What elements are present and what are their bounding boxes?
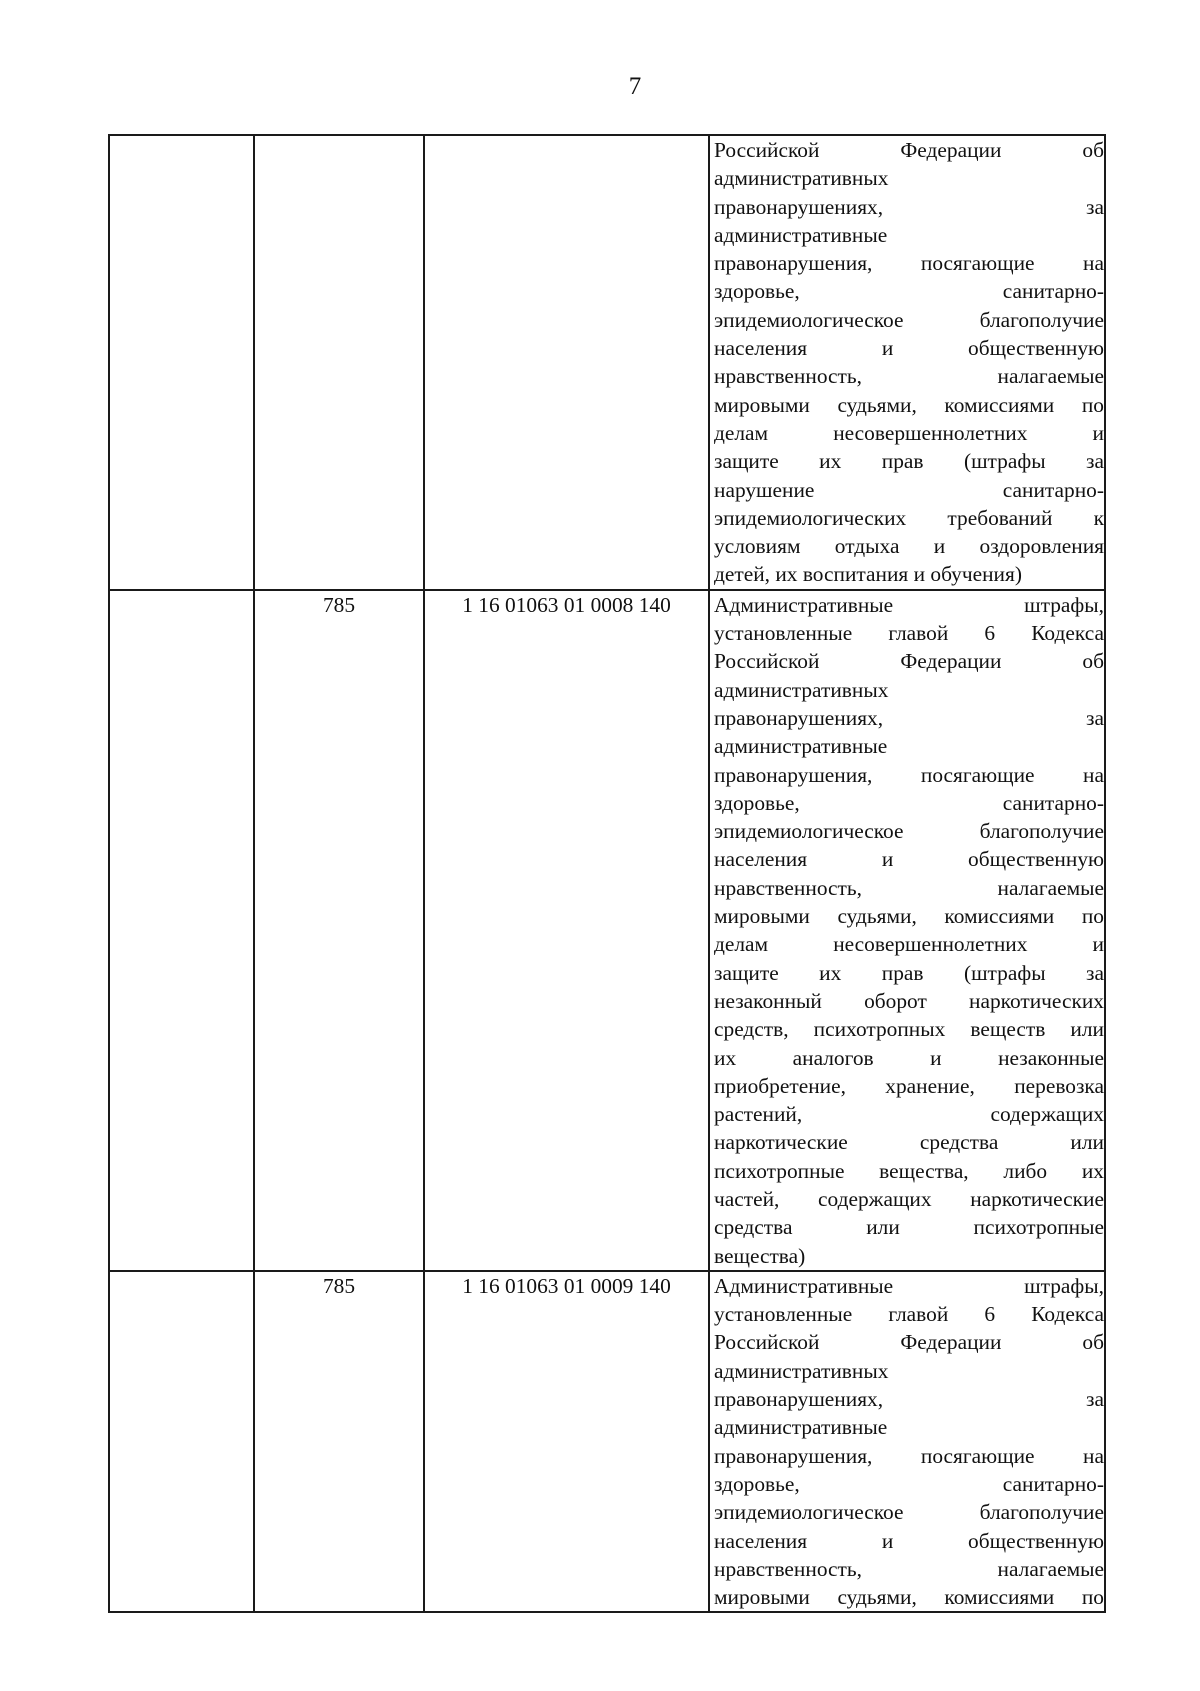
description-line: мировыми судьями, комиссиями по [714,904,1104,929]
description-line: психотропные вещества, либо их [714,1158,1104,1183]
description-line: правонарушениях, за [714,705,1104,730]
description-cell [709,135,1105,590]
description-line: установленные главой 6 Кодекса [714,621,1104,646]
description-line: средств, психотропных веществ или [714,1017,1104,1042]
description-line: мировыми судьями, комиссиями по [714,392,1104,417]
description-line: Административные штрафы, [714,592,1104,617]
description-line: правонарушениях, за [714,194,1104,219]
page-number: 7 [628,73,642,100]
description-line: нарушение санитарно- [714,477,1104,502]
description-line: правонарушения, посягающие на [714,251,1104,276]
description-line: делам несовершеннолетних и [714,420,1104,445]
description-line: здоровье, санитарно- [714,1471,1104,1496]
description-line: эпидемиологическое благополучие [714,819,1104,844]
description-line: Административные штрафы, [714,1273,1104,1298]
table-row [109,1271,1105,1613]
description-line: правонарушения, посягающие на [714,762,1104,787]
description-line: нравственность, налагаемые [714,1556,1104,1581]
budget-code-cell: 1 16 01063 01 0009 140 [424,1271,709,1613]
description-line: Российской Федерации об [714,649,1104,674]
description-line: населения и общественную [714,847,1104,872]
description-line: эпидемиологических требований к [714,505,1104,530]
description-cell [709,1271,1105,1613]
description-line: делам несовершеннолетних и [714,932,1104,957]
blank-cell [109,590,254,1271]
description-line: установленные главой 6 Кодекса [714,1302,1104,1327]
description-line: частей, содержащих наркотические [714,1186,1104,1211]
chapter-code-cell [254,135,424,590]
description-line: защите их прав (штрафы за [714,449,1104,474]
budget-code-cell [424,135,709,590]
description-line: мировыми судьями, комиссиями по [714,1585,1104,1610]
description-line: административных [714,677,889,702]
description-line: незаконный оборот наркотических [714,988,1104,1013]
description-line: защите их прав (штрафы за [714,960,1104,985]
description-line: нравственность, налагаемые [714,875,1104,900]
blank-cell [109,1271,254,1613]
description-line: правонарушения, посягающие на [714,1443,1104,1468]
description-line: эпидемиологическое благополучие [714,307,1104,332]
description-line: приобретение, хранение, перевозка [714,1073,1104,1098]
budget-code-cell: 1 16 01063 01 0008 140 [424,590,709,1271]
description-line: административные [714,1415,888,1440]
description-line: Российской Федерации об [714,1330,1104,1355]
description-line: растений, содержащих [714,1102,1104,1127]
description-line: эпидемиологическое благополучие [714,1500,1104,1525]
description-line: административных [714,166,889,191]
description-line: Российской Федерации об [714,138,1104,162]
description-cell [709,590,1105,1271]
description-line: административные [714,734,888,759]
table-row [109,590,1105,1271]
chapter-code-cell: 785 [254,590,424,1271]
description-line: их аналогов и незаконные [714,1045,1104,1070]
description-line: условиям отдыха и оздоровления [714,534,1104,559]
description-line: детей, их воспитания и обучения) [714,562,1022,587]
description-line: населения и общественную [714,336,1104,361]
chapter-code-cell: 785 [254,1271,424,1613]
description-line: вещества) [714,1243,806,1268]
budget-code-table [108,134,1106,1613]
description-line: здоровье, санитарно- [714,279,1104,304]
blank-cell [109,135,254,590]
description-line: административных [714,1358,889,1383]
table-row [109,135,1105,590]
description-line: здоровье, санитарно- [714,790,1104,815]
description-line: наркотические средства или [714,1130,1104,1155]
description-line: населения и общественную [714,1528,1104,1553]
description-line: правонарушениях, за [714,1387,1104,1412]
description-line: нравственность, налагаемые [714,364,1104,389]
description-line: средства или психотропные [714,1215,1104,1240]
description-line: административные [714,222,888,247]
